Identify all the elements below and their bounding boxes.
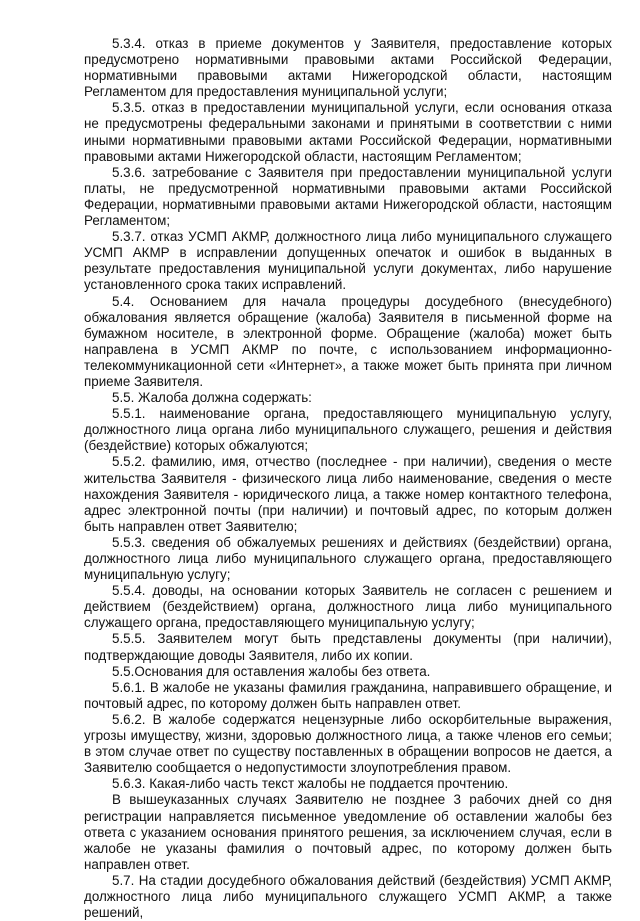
paragraph-5-5-2: 5.5.2. фамилию, имя, отчество (последнее - при наличии), сведения о месте жительства Заявителя - физического лица либо наименование, сведения о месте нахождения Заявителя - юридического лица, а также номер контактного телефона, адрес электронной почты (при наличии) и почтовый адрес, по которым должен быть направлен ответ Заявителю; xyxy=(84,454,612,534)
paragraph-5-4: 5.4. Основанием для начала процедуры досудебного (внесудебного) обжалования является обращение (жалоба) Заявителя в письменной форме на бумажном носителе, в электронной форме. Обращение (жалоба) может быть направлена в УСМП АКМР по почте, с использованием информационно-телекоммуникационной сети «Интернет», а также может быть принята при личном приеме Заявителя. xyxy=(84,293,612,389)
paragraph-5-6-1: 5.6.1. В жалобе не указаны фамилия гражданина, направившего обращение, и почтовый адрес, по которому должен быть направлен ответ. xyxy=(84,679,612,711)
paragraph-5-3-4: 5.3.4. отказ в приеме документов у Заявителя, предоставление которых предусмотрено нормативными правовыми актами Российской Федерации, нормативными правовыми актами Нижегородской области, настоящим Регламентом для предоставления муниципальной услуги; xyxy=(84,36,612,100)
paragraph-5-3-7: 5.3.7. отказ УСМП АКМР, должностного лица либо муниципального служащего УСМП АКМР в исправлении допущенных опечаток и ошибок в выданных в результате предоставления муниципальной услуги документах, либо нарушение установленного срока таких исправлений. xyxy=(84,229,612,293)
paragraph-5-5-1: 5.5.1. наименование органа, предоставляющего муниципальную услугу, должностного лица органа либо муниципального служащего, решения и действия (бездействие) которых обжалуются; xyxy=(84,406,612,454)
paragraph-5-3-5: 5.3.5. отказ в предоставлении муниципальной услуги, если основания отказа не предусмотрены федеральными законами и принятыми в соответствии с ними иными нормативными правовыми актами Российской Федерации, нормативными правовыми актами Нижегородской области, настоящим Регламентом; xyxy=(84,100,612,164)
paragraph-5-5-5: 5.5.5. Заявителем могут быть представлены документы (при наличии), подтверждающие доводы Заявителя, либо их копии. xyxy=(84,631,612,663)
paragraph-5-5-3: 5.5.3. сведения об обжалуемых решениях и действиях (бездействии) органа, должностного лица либо муниципального служащего органа, предоставляющего муниципальную услугу; xyxy=(84,534,612,583)
paragraph-5-3-6: 5.3.6. затребование с Заявителя при предоставлении муниципальной услуги платы, не предусмотренной нормативными правовыми актами Российской Федерации, нормативными правовыми актами Нижегородской области, настоящим Регламентом; xyxy=(84,164,612,229)
paragraph-5-5-4: 5.5.4. доводы, на основании которых Заявитель не согласен с решением и действием (бездействием) органа, должностного лица либо муниципального служащего органа, предоставляющего муниципальную услугу; xyxy=(84,583,612,631)
paragraph-5-5: 5.5. Жалоба должна содержать: xyxy=(112,390,312,406)
paragraph-5-6-2: 5.6.2. В жалобе содержатся нецензурные либо оскорбительные выражения, угрозы имуществу, жизни, здоровью должностного лица, а также членов его семьи; в этом случае ответ по существу поставленных в обращении вопросов не дается, а Заявителю сообщается о недопустимости злоупотребления правом. xyxy=(84,711,612,776)
paragraph-notice: В вышеуказанных случаях Заявителю не позднее 3 рабочих дней со дня регистрации направляется письменное уведомление об оставлении жалобы без ответа с указанием основания принятого решения, за исключением случая, если в жалобе не указаны фамилия о почтовый адрес, по которому должен быть направлен ответ. xyxy=(84,792,612,872)
paragraph-5-7: 5.7. На стадии досудебного обжалования действий (бездействия) УСМП АКМР, должностного лица либо муниципального служащего УСМП АКМР, а также решений, xyxy=(84,872,612,921)
document-page xyxy=(84,36,612,921)
paragraph-5-6-heading: 5.5.Основания для оставления жалобы без ответа. xyxy=(112,663,431,679)
paragraph-5-6-3: 5.6.3. Какая-либо часть текст жалобы не поддается прочтению. xyxy=(112,776,509,792)
